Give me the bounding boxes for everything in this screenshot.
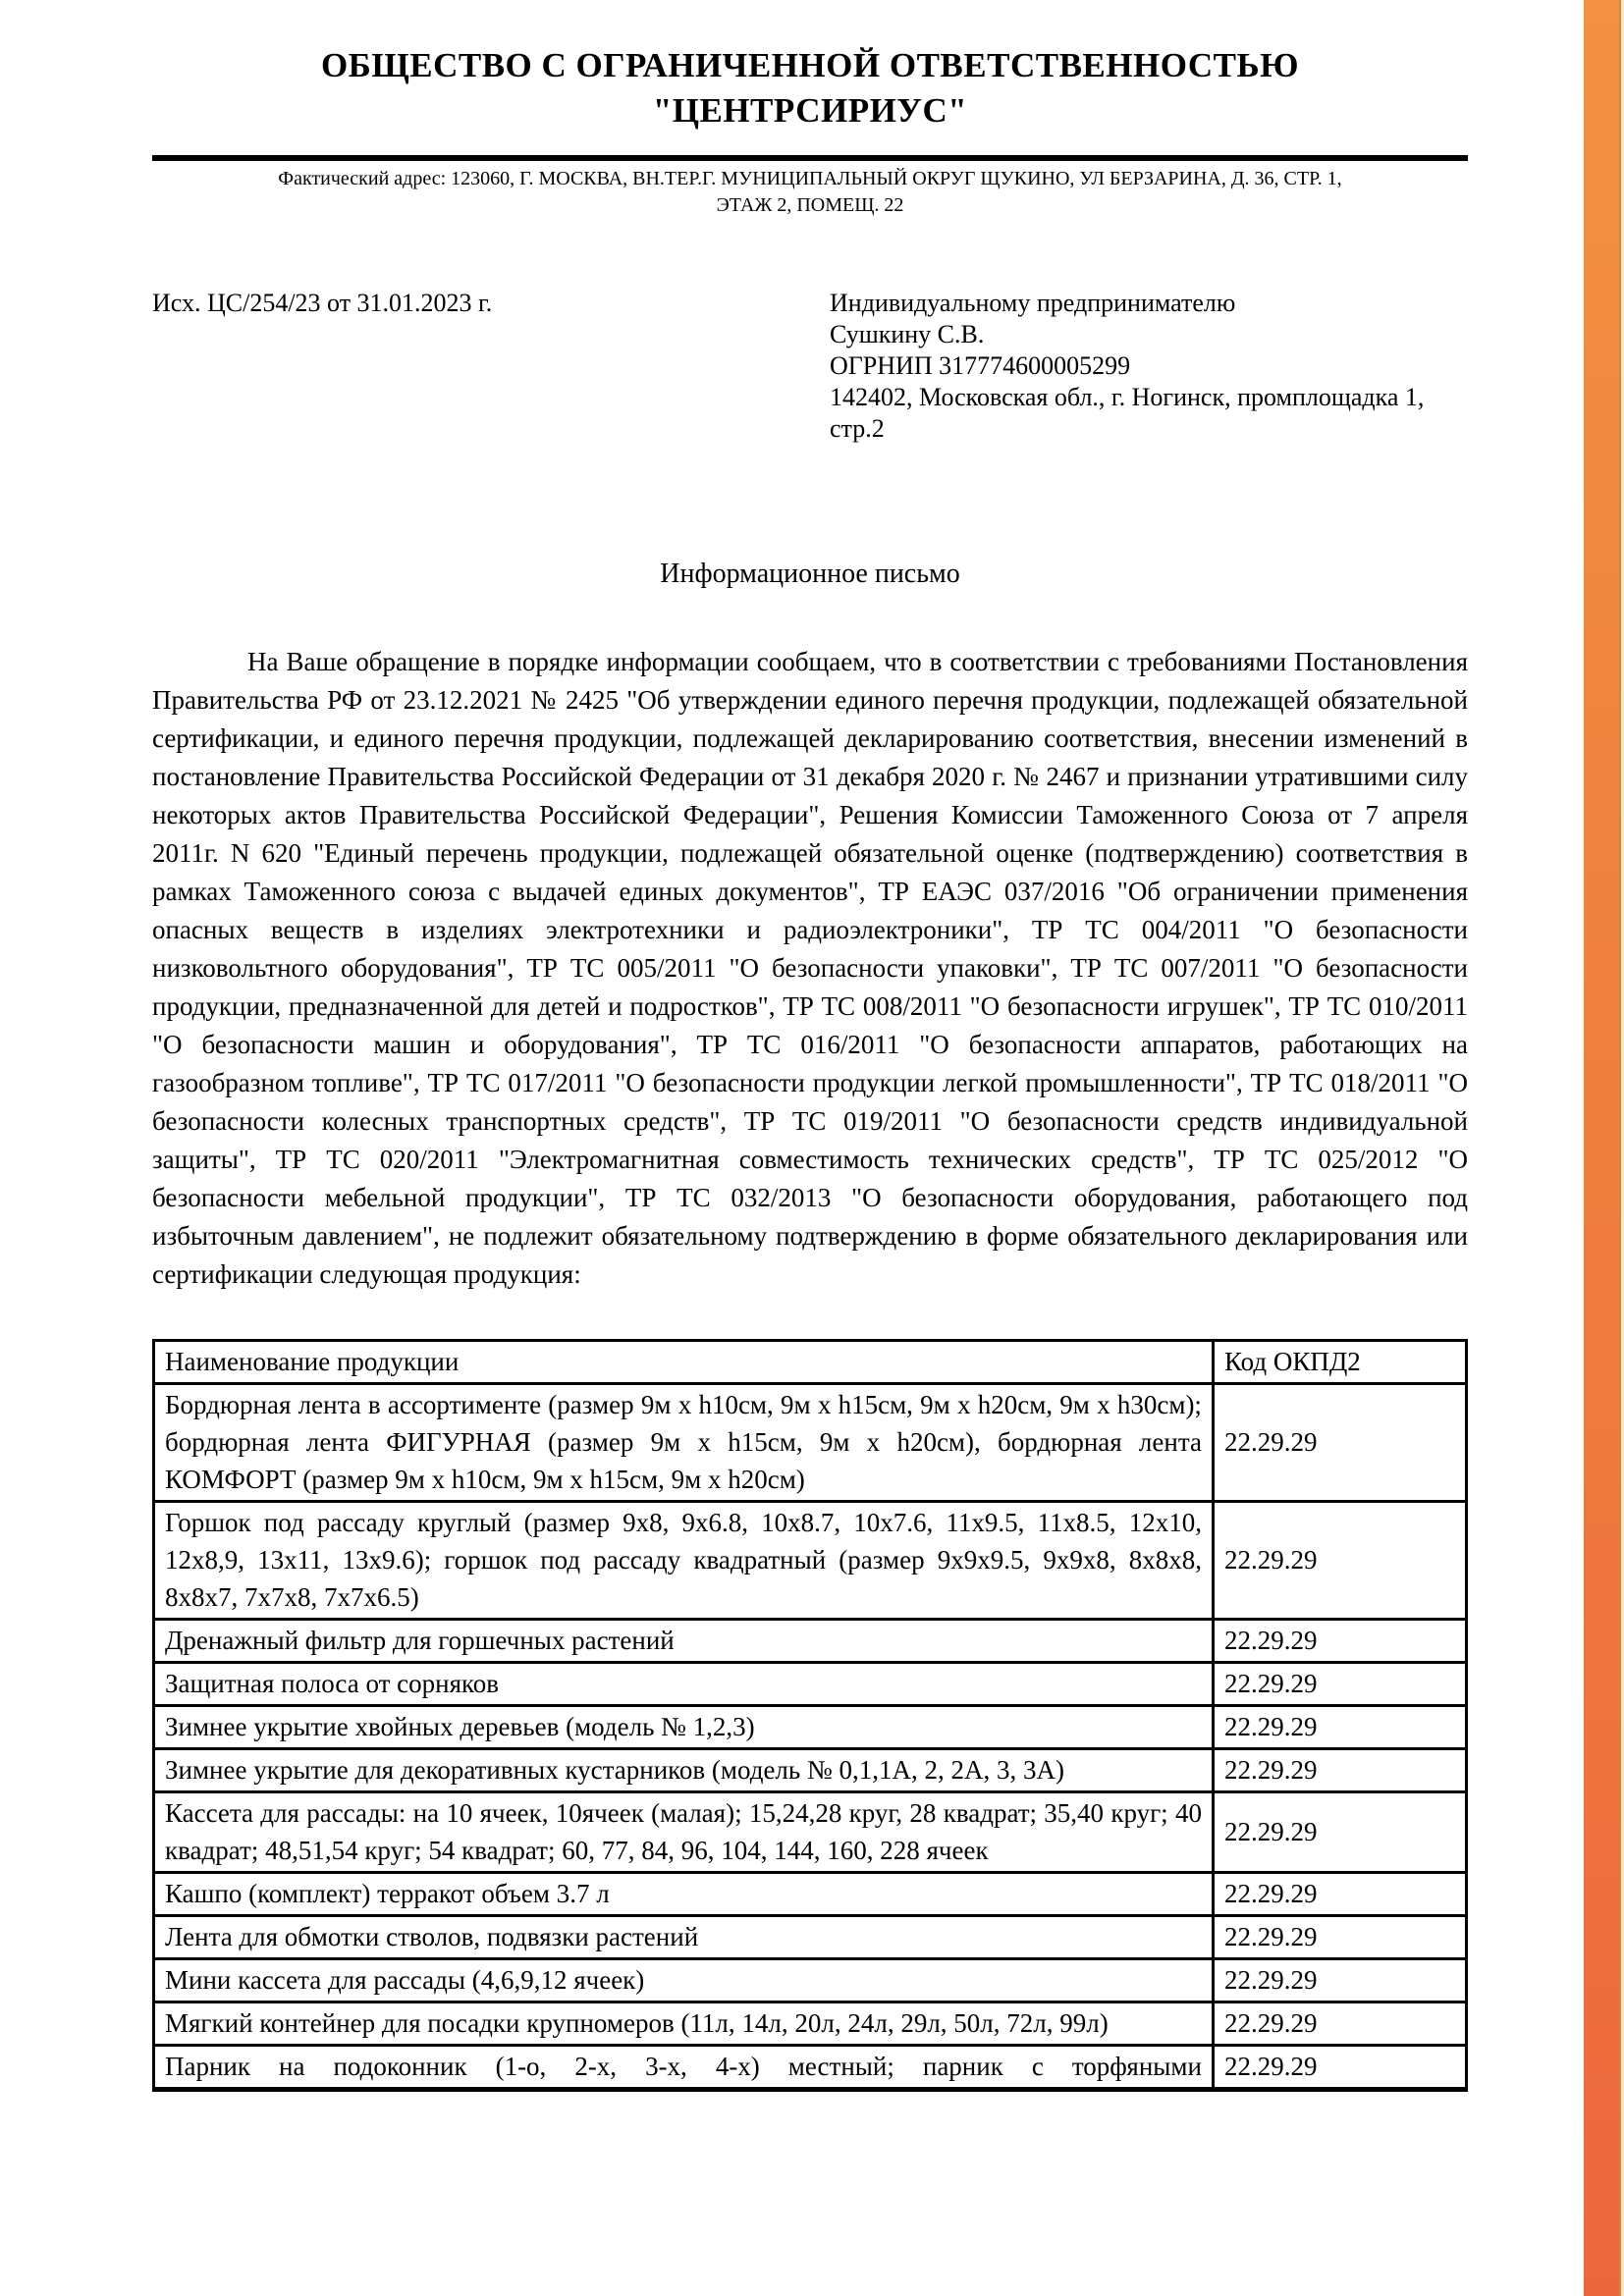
recipient-line: ОГРНИП 317774600005299 (830, 351, 1131, 380)
product-name-cell: Парник на подоконник (1-о, 2-х, 3-х, 4-х) местный; парник с торфяными (154, 2046, 1214, 2090)
product-name-cell: Мини кассета для рассады (4,6,9,12 ячеек) (154, 1959, 1214, 2002)
table-row (154, 1663, 1467, 1706)
table-row (154, 1916, 1467, 1959)
table-row (154, 2002, 1467, 2046)
table-row (154, 1502, 1467, 1620)
table-row (154, 1384, 1467, 1502)
table-row (154, 1873, 1467, 1916)
company-address-line1: Фактический адрес: 123060, Г. МОСКВА, ВН.ТЕР.Г. МУНИЦИПАЛЬНЫЙ ОКРУГ ЩУКИНО, УЛ БЕРЗАРИНА, Д. 36, СТР. 1, (278, 168, 1342, 189)
letter-page (152, 0, 1468, 2092)
table-row (154, 2046, 1467, 2090)
recipient-line: Индивидуальному предпринимателю (830, 289, 1236, 317)
company-address-line2: ЭТАЖ 2, ПОМЕЩ. 22 (716, 194, 904, 216)
okpd-code-cell: 22.29.29 (1213, 1873, 1466, 1916)
product-name-cell: Защитная полоса от сорняков (154, 1663, 1214, 1706)
table-row (154, 1749, 1467, 1792)
reference-row (152, 288, 1468, 462)
okpd-code-cell: 22.29.29 (1213, 1663, 1466, 1706)
product-name-cell: Лента для обмотки стволов, подвязки растений (154, 1916, 1214, 1959)
product-name-cell: Бордюрная лента в ассортименте (размер 9м х h10см, 9м х h15см, 9м х h20см, 9м х h30см); бордюрная лента ФИГУРНАЯ (размер 9м х h15см, 9м х h20см), бордюрная лента КОМФОРТ (размер 9м х h10см, 9м х h15см, 9м х h20см) (154, 1384, 1214, 1502)
company-name (152, 43, 1468, 133)
product-name-cell: Зимнее укрытие для декоративных кустарников (модель № 0,1,1А, 2, 2А, 3, 3А) (154, 1749, 1214, 1792)
okpd-code-cell: 22.29.29 (1213, 2046, 1466, 2090)
product-name-cell: Кашпо (комплект) терракот объем 3.7 л (154, 1873, 1214, 1916)
okpd-code-cell: 22.29.29 (1213, 1749, 1466, 1792)
okpd-code-cell: 22.29.29 (1213, 1706, 1466, 1749)
recipient-line: Сушкину С.В. (830, 320, 985, 348)
table-header-name: Наименование продукции (154, 1341, 1214, 1384)
recipient-block (830, 288, 1438, 445)
product-name-cell: Горшок под рассаду круглый (размер 9х8, 9х6.8, 10х8.7, 10х7.6, 11х9.5, 11х8.5, 12х10, 12х8,9, 13х11, 13х9.6); горшок под рассаду квадратный (размер 9х9х9.5, 9х9х8, 8х8х8, 8х8х7, 7х7х8, 7х7х6.5) (154, 1502, 1214, 1620)
okpd-code-cell: 22.29.29 (1213, 1384, 1466, 1502)
okpd-code-cell: 22.29.29 (1213, 1502, 1466, 1620)
outgoing-reference: Исх. ЦС/254/23 от 31.01.2023 г. (152, 289, 493, 317)
product-name-cell: Дренажный фильтр для горшечных растений (154, 1620, 1214, 1663)
recipient-line: стр.2 (830, 414, 885, 443)
table-header-row (154, 1341, 1467, 1384)
letter-body: На Ваше обращение в порядке информации сообщаем, что в соответствии с требованиями Постановления Правительства РФ от 23.12.2021 № 2425 "Об утверждении единого перечня продукции, подлежащей обязательной сертификации, и единого перечня продукции, подлежащей декларированию соответствия, внесении изменений в постановление Правительства Российской Федерации от 31 декабря 2020 г. № 2467 и признании утратившими силу некоторых актов Правительства Российской Федерации", Решения Комиссии Таможенного Союза от 7 апреля 2011г. N 620 "Единый перечень продукции, подлежащей обязательной оценке (подтверждению) соответствия в рамках Таможенного союза с выдачей единых документов", ТР ЕАЭС 037/2016 "Об ограничении применения опасных веществ в изделиях электротехники и радиоэлектроники", ТР ТС 004/2011 "О безопасности низковольтного оборудования", ТР ТС 005/2011 "О безопасности упаковки", ТР ТС 007/2011 "О безопасности продукции, предназначенной для детей и подростков", ТР ТС 008/2011 "О безопасности игрушек", ТР ТС 010/2011 "О безопасности машин и оборудования", ТР ТС 016/2011 "О безопасности аппаратов, работающих на газообразном топливе", ТР ТС 017/2011 "О безопасности продукции легкой промышленности", ТР ТС 018/2011 "О безопасности колесных транспортных средств", ТР ТС 019/2011 "О безопасности средств индивидуальной защиты", ТР ТС 020/2011 "Электромагнитная совместимость технических средств", ТР ТС 025/2012 "О безопасности мебельной продукции", ТР ТС 032/2013 "О безопасности оборудования, работающего под избыточным давлением", не подлежит обязательному подтверждению в форме обязательного декларирования или сертификации следующая продукция: (152, 647, 1468, 1289)
okpd-code-cell: 22.29.29 (1213, 1792, 1466, 1873)
header-rule (152, 155, 1468, 161)
okpd-code-cell: 22.29.29 (1213, 1620, 1466, 1663)
table-row (154, 1792, 1467, 1873)
product-name-cell: Зимнее укрытие хвойных деревьев (модель № 1,2,3) (154, 1706, 1214, 1749)
product-name-cell: Мягкий контейнер для посадки крупномеров (11л, 14л, 20л, 24л, 29л, 50л, 72л, 99л) (154, 2002, 1214, 2046)
products-table (152, 1339, 1468, 2092)
table-header-code: Код ОКПД2 (1213, 1341, 1466, 1384)
company-name-line1: ОБЩЕСТВО С ОГРАНИЧЕННОЙ ОТВЕТСТВЕННОСТЬЮ (320, 46, 1300, 84)
product-name-cell: Кассета для рассады: на 10 ячеек, 10ячеек (малая); 15,24,28 круг, 28 квадрат; 35,40 круг; 40 квадрат; 48,51,54 круг; 54 квадрат; 60, 77, 84, 96, 104, 144, 160, 228 ячеек (154, 1792, 1214, 1873)
table-row (154, 1706, 1467, 1749)
okpd-code-cell: 22.29.29 (1213, 1916, 1466, 1959)
table-row (154, 1959, 1467, 2002)
table-row (154, 1620, 1467, 1663)
okpd-code-cell: 22.29.29 (1213, 1959, 1466, 2002)
company-address (152, 166, 1468, 219)
accent-stripe (1584, 0, 1621, 2296)
okpd-code-cell: 22.29.29 (1213, 2002, 1466, 2046)
recipient-line: 142402, Московская обл., г. Ногинск, промплощадка 1, (830, 383, 1425, 411)
letter-title: Информационное письмо (660, 559, 960, 589)
company-name-line2: "ЦЕНТРСИРИУС" (652, 91, 968, 130)
